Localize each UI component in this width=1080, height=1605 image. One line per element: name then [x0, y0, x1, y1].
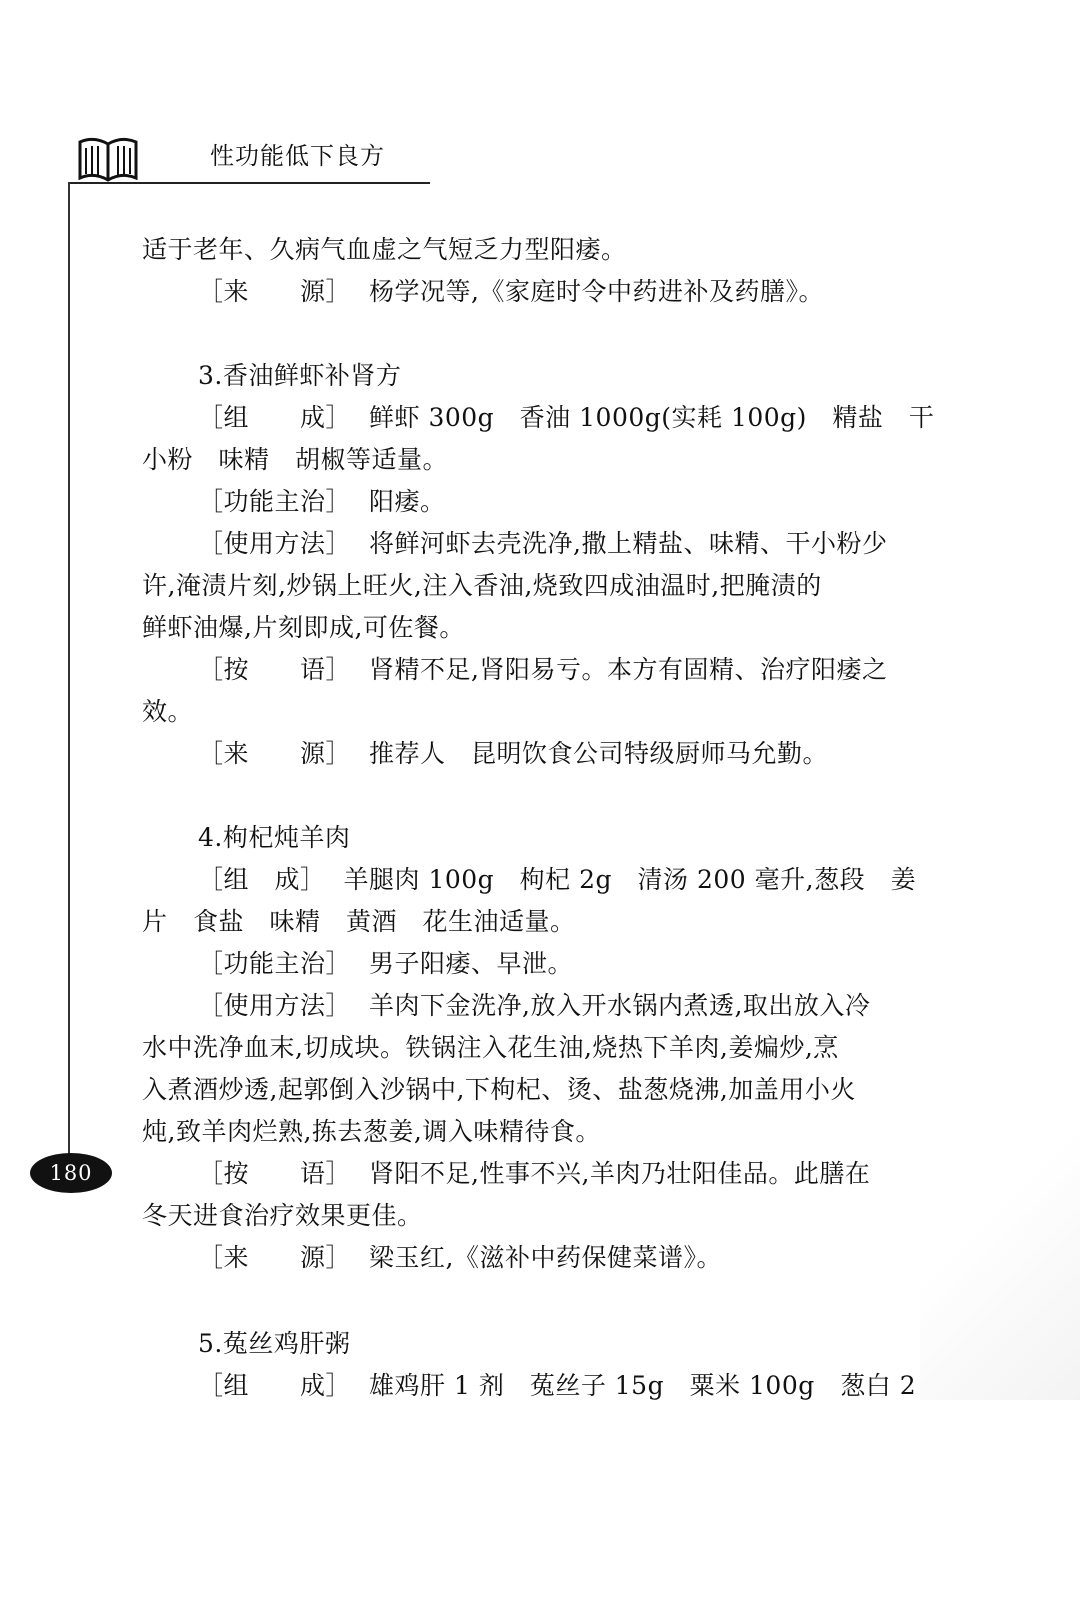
field-text: 梁玉红,《滋补中药保健菜谱》。: [369, 1243, 722, 1272]
field-text: 推荐人 昆明饮食公司特级厨师马允勤。: [369, 739, 829, 768]
section-title: [198, 358, 917, 394]
field-text: 羊肉下金洗净,放入开水锅内煮透,取出放入冷: [369, 991, 871, 1020]
margin-rule: [68, 182, 70, 1162]
field-tag: ［使用方法］: [198, 991, 352, 1020]
text-line: [198, 526, 917, 562]
header-rule: [68, 182, 430, 184]
field-tag: ［组 成］: [198, 865, 326, 894]
field-text: 肾精不足,肾阳易亏。本方有固精、治疗阳痿之: [369, 655, 888, 684]
text-line: [198, 400, 935, 436]
text-line: [198, 1240, 917, 1276]
field-text: 阳痿。: [369, 487, 446, 516]
line-text: 许,淹渍片刻,炒锅上旺火,注入香油,烧致四成油温时,把腌渍的: [142, 571, 822, 600]
text-line: [142, 1198, 917, 1234]
field-tag: ［功能主治］: [198, 487, 352, 516]
text-line: [198, 946, 917, 982]
line-text: 适于老年、久病气血虚之气短乏力型阳痿。: [142, 235, 627, 264]
text-line: [142, 442, 917, 478]
field-tag: ［组 成］: [198, 1371, 352, 1400]
text-line: [198, 484, 917, 520]
text-line: [142, 694, 917, 730]
running-header-title: 性功能低下良方: [210, 142, 385, 170]
field-tag: ［按 语］: [198, 1159, 352, 1188]
section-title: [198, 820, 917, 856]
text-line: [142, 904, 917, 940]
line-text: 炖,致羊肉烂熟,拣去葱姜,调入味精待食。: [142, 1117, 601, 1146]
line-text: 片 食盐 味精 黄酒 花生油适量。: [142, 907, 576, 936]
field-text: 杨学况等,《家庭时令中药进补及药膳》。: [369, 277, 824, 306]
field-tag: ［功能主治］: [198, 949, 352, 978]
text-line: [198, 1156, 917, 1192]
section-title-text: 3.香油鲜虾补肾方: [198, 361, 402, 390]
text-line: [142, 1114, 917, 1150]
line-text: 小粉 味精 胡椒等适量。: [142, 445, 449, 474]
text-line: [142, 232, 917, 268]
field-text: 羊腿肉 100g 枸杞 2g 清汤 200 毫升,葱段 姜: [343, 865, 917, 894]
page-number: 180: [49, 1161, 93, 1185]
scan-shading: [920, 1100, 1080, 1400]
line-text: 效。: [142, 697, 194, 726]
line-text: 水中洗净血末,切成块。铁锅注入花生油,烧热下羊肉,姜煸炒,烹: [142, 1033, 839, 1062]
page-number-badge: [30, 1153, 112, 1193]
line-text: 鲜虾油爆,片刻即成,可佐餐。: [142, 613, 465, 642]
text-line: [198, 988, 917, 1024]
text-line: [198, 652, 917, 688]
section-title-text: 4.枸杞炖羊肉: [198, 823, 351, 852]
section-title: [198, 1326, 917, 1362]
text-line: [142, 1030, 917, 1066]
field-text: 鲜虾 300g 香油 1000g(实耗 100g) 精盐 干: [369, 403, 935, 432]
text-line: [142, 610, 917, 646]
text-line: [198, 736, 917, 772]
field-text: 雄鸡肝 1 剂 菟丝子 15g 粟米 100g 葱白 2: [369, 1371, 917, 1400]
text-line: [142, 1072, 917, 1108]
field-tag: ［来 源］: [198, 1243, 352, 1272]
field-tag: ［使用方法］: [198, 529, 352, 558]
field-tag: ［按 语］: [198, 655, 352, 684]
field-text: 肾阳不足,性事不兴,羊肉乃壮阳佳品。此膳在: [369, 1159, 871, 1188]
field-tag: ［组 成］: [198, 403, 352, 432]
line-text: 入煮酒炒透,起郭倒入沙锅中,下枸杞、烫、盐葱烧沸,加盖用小火: [142, 1075, 856, 1104]
section-title-text: 5.菟丝鸡肝粥: [198, 1329, 351, 1358]
field-text: 将鲜河虾去壳洗净,撒上精盐、味精、干小粉少: [369, 529, 888, 558]
text-line: [198, 1368, 917, 1404]
field-tag: ［来 源］: [198, 277, 352, 306]
text-line: [198, 862, 917, 898]
line-text: 冬天进食治疗效果更佳。: [142, 1201, 423, 1230]
text-line: [142, 568, 917, 604]
text-line: [198, 274, 917, 310]
open-book-icon: [76, 134, 140, 182]
field-tag: ［来 源］: [198, 739, 352, 768]
field-text: 男子阳痿、早泄。: [369, 949, 574, 978]
